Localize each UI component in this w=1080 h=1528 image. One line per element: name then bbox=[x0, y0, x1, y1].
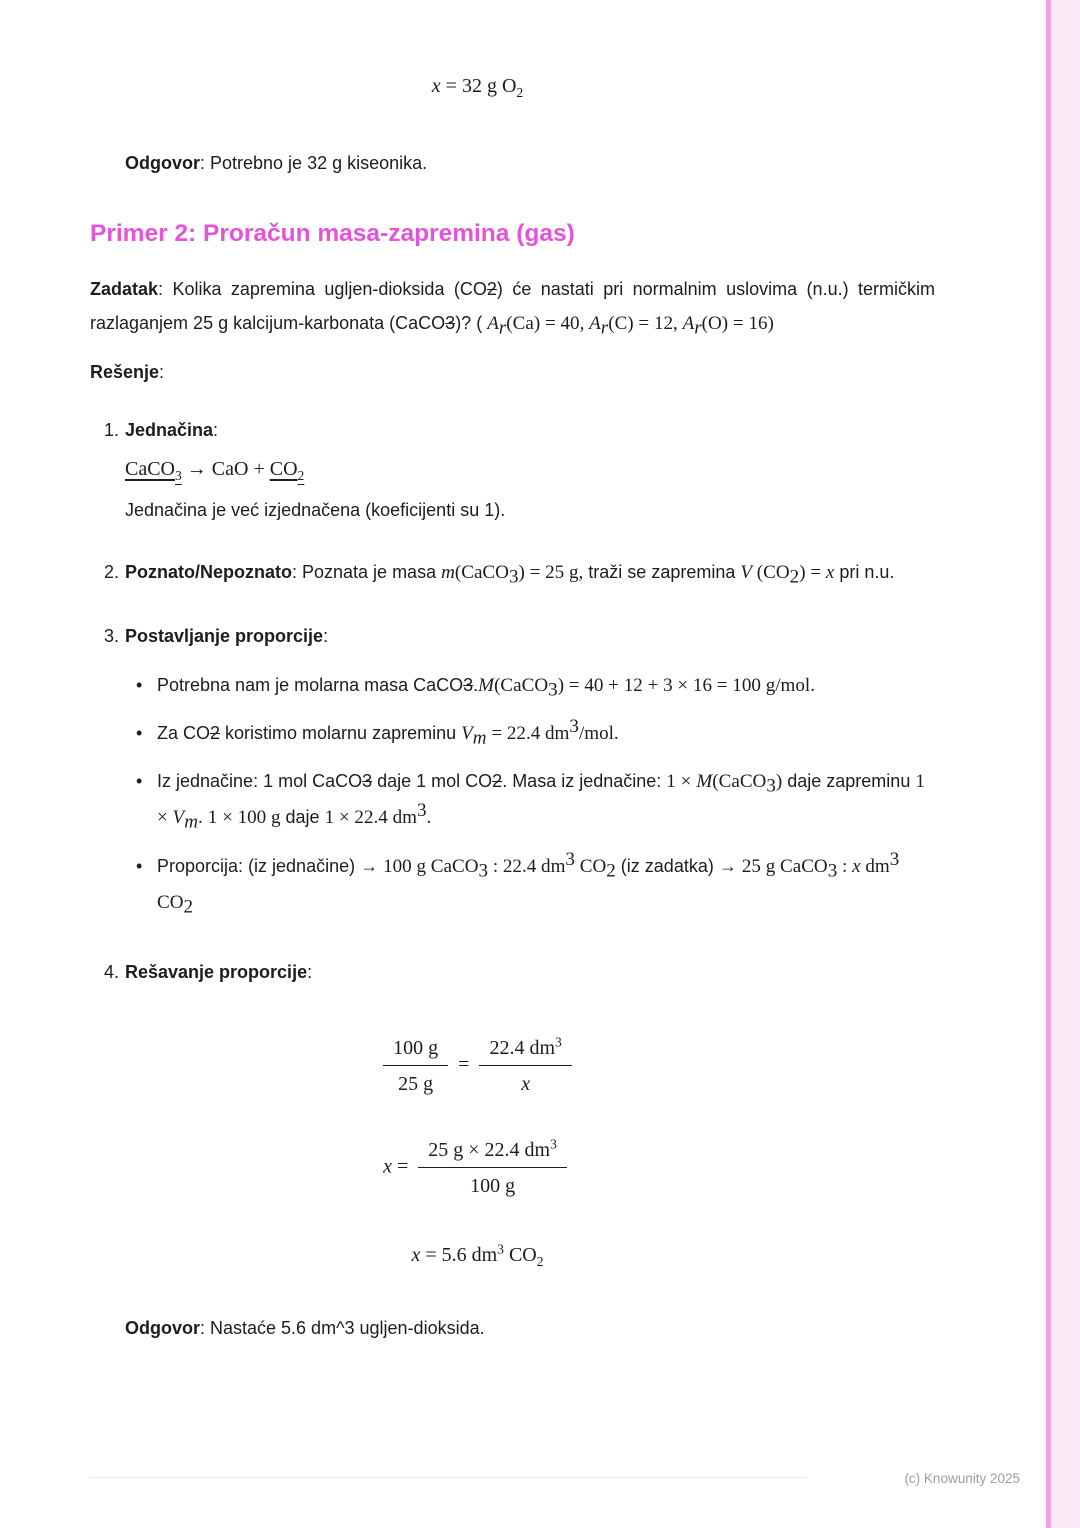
text-run: 3 bbox=[416, 800, 427, 822]
list-item-body bbox=[125, 413, 935, 533]
paragraph bbox=[90, 272, 935, 342]
bullet-item bbox=[125, 716, 935, 752]
text-run: 2 bbox=[789, 566, 800, 588]
text-run: (CaCO bbox=[494, 674, 549, 696]
text-run: V bbox=[172, 807, 185, 829]
bullet-marker: • bbox=[136, 855, 143, 876]
bullet-marker: • bbox=[136, 722, 143, 743]
text-run: 3 bbox=[478, 860, 489, 882]
text-run: : 22.4 dm bbox=[488, 855, 566, 877]
text-run: ) = bbox=[799, 562, 826, 584]
text-run: x bbox=[521, 1073, 531, 1096]
fraction-numerator bbox=[383, 1035, 448, 1066]
list-item bbox=[90, 955, 935, 995]
text-run: Odgovor bbox=[125, 153, 200, 173]
text-run: Potrebna nam je molarna masa CaCO bbox=[157, 674, 464, 695]
text-run: = 22.4 dm bbox=[486, 722, 570, 744]
text-run: traži se zapremina bbox=[583, 562, 741, 583]
text-run: A bbox=[682, 313, 695, 335]
bullet-item-body bbox=[157, 849, 935, 921]
text-run: 1 × bbox=[157, 771, 925, 829]
text-run: Rešenje bbox=[90, 361, 160, 382]
math-block bbox=[90, 1239, 865, 1271]
text-run: 3 bbox=[445, 313, 456, 334]
text-run: 3 bbox=[175, 467, 182, 483]
text-run: 3 bbox=[497, 1241, 504, 1257]
text-run: x bbox=[383, 1155, 392, 1178]
text-run: CO bbox=[574, 855, 607, 877]
text-run: 25 g CaCO bbox=[741, 855, 828, 877]
bullet-item-body bbox=[157, 716, 935, 752]
text-run: 2 bbox=[516, 85, 524, 100]
text-run: V bbox=[740, 562, 753, 584]
math-block bbox=[90, 70, 865, 102]
fraction-numerator bbox=[418, 1137, 567, 1168]
fraction bbox=[383, 1035, 448, 1097]
text-run: daje 1 mol CO bbox=[372, 771, 493, 792]
bullet-item bbox=[125, 668, 935, 704]
text-run: : Potrebno je 32 g kiseonika. bbox=[200, 153, 428, 173]
paragraph bbox=[125, 955, 935, 989]
list-item bbox=[90, 555, 935, 597]
text-run: ) bbox=[775, 771, 783, 793]
text-run: . Masa iz jednačine: bbox=[502, 771, 667, 792]
text-run: 2 bbox=[492, 771, 503, 792]
text-run: Zadatak bbox=[90, 279, 159, 300]
text-run: 2 bbox=[210, 722, 221, 743]
text-run: A bbox=[589, 313, 601, 335]
text-run: daje zapreminu bbox=[782, 771, 916, 792]
paragraph bbox=[157, 764, 935, 836]
text-run: 100 g bbox=[470, 1175, 516, 1198]
paragraph bbox=[125, 493, 935, 527]
text-run: pri n.u. bbox=[834, 562, 895, 583]
bullet-item-body bbox=[157, 764, 935, 836]
paragraph bbox=[90, 1311, 935, 1345]
text-run: A bbox=[487, 313, 499, 335]
list-item-number: 2. bbox=[104, 562, 120, 583]
text-run: . bbox=[473, 674, 479, 695]
text-run: 100 g bbox=[393, 1037, 439, 1060]
list-item-body bbox=[125, 555, 935, 597]
text-run: = bbox=[453, 1053, 475, 1076]
text-run: : bbox=[307, 962, 313, 982]
text-run: (Ca) = 40, bbox=[506, 313, 590, 335]
paragraph bbox=[125, 619, 935, 653]
bullet-marker: • bbox=[136, 771, 143, 792]
paragraph bbox=[125, 413, 935, 447]
text-run: 3 bbox=[565, 848, 575, 870]
text-run: (CaCO bbox=[454, 562, 509, 584]
text-run: (CO bbox=[752, 562, 790, 584]
bullet-item bbox=[125, 764, 935, 836]
text-run: Jednačina bbox=[125, 419, 214, 440]
footer-divider bbox=[90, 1477, 806, 1478]
text-run: CO bbox=[503, 1244, 537, 1267]
text-run: : Poznata je masa bbox=[292, 562, 442, 583]
list-item-number: 1. bbox=[104, 419, 120, 440]
text-run: 3 bbox=[548, 679, 558, 701]
text-run: ) = 40 + 12 + 3 × 16 = 100 g/mol. bbox=[557, 674, 815, 696]
fraction-denominator bbox=[479, 1066, 571, 1097]
text-run: M bbox=[478, 674, 495, 696]
text-run: 1 × bbox=[666, 771, 692, 793]
text-run: . bbox=[426, 807, 432, 829]
text-run: Rešavanje proporcije bbox=[125, 962, 308, 982]
text-run: Odgovor bbox=[125, 1318, 200, 1339]
page-edge-stripe bbox=[1046, 0, 1080, 1528]
text-run: r bbox=[694, 317, 702, 339]
paragraph bbox=[90, 146, 935, 180]
text-run: r bbox=[498, 317, 507, 339]
math-block bbox=[90, 1035, 865, 1097]
text-run: : bbox=[323, 626, 329, 647]
text-run: (CaCO bbox=[712, 771, 767, 793]
text-run: : Nastaće 5.6 dm^3 ugljen-dioksida. bbox=[200, 1318, 485, 1339]
text-run: /mol. bbox=[578, 722, 619, 744]
text-run: CaCO bbox=[125, 457, 175, 480]
text-run: x bbox=[825, 562, 835, 584]
text-run: 25 g bbox=[398, 1073, 434, 1096]
text-run: (iz zadatka) → bbox=[615, 855, 742, 876]
text-run: 3 bbox=[508, 566, 519, 588]
fraction bbox=[418, 1137, 567, 1199]
text-run: Proporcija: (iz jednačine) → bbox=[157, 855, 384, 876]
list-item-number: 3. bbox=[104, 626, 120, 647]
text-run: 2 bbox=[606, 860, 616, 882]
bullet-marker: • bbox=[136, 674, 143, 695]
bullet-item-body bbox=[157, 668, 935, 704]
text-run: 2 bbox=[183, 896, 194, 918]
text-run: Iz jednačine: 1 mol CaCO bbox=[157, 771, 363, 792]
text-run: 1 × 100 g bbox=[207, 807, 281, 829]
text-run: daje bbox=[280, 807, 325, 828]
math-block bbox=[125, 453, 935, 485]
paragraph bbox=[157, 849, 935, 921]
text-run: x bbox=[411, 1244, 421, 1267]
text-run: x bbox=[431, 75, 441, 97]
text-run: . bbox=[197, 807, 203, 829]
text-run: 3 bbox=[362, 771, 373, 792]
list-item-number: 4. bbox=[104, 962, 120, 982]
paragraph bbox=[157, 668, 935, 704]
footer-copyright: (c) Knowunity 2025 bbox=[904, 1471, 1020, 1486]
text-run: 3 bbox=[555, 1034, 562, 1050]
text-run: koristimo molarnu zapreminu bbox=[220, 722, 462, 743]
text-run: 3 bbox=[569, 715, 579, 737]
list-item-body bbox=[125, 955, 935, 995]
text-run: 3 bbox=[550, 1136, 557, 1152]
list-item bbox=[90, 413, 935, 533]
text-run: (O) = 16) bbox=[701, 313, 774, 335]
text-run: r bbox=[600, 317, 609, 339]
text-run: : bbox=[837, 855, 853, 877]
text-run: Postavljanje proporcije bbox=[125, 626, 324, 647]
fraction-numerator bbox=[479, 1035, 571, 1066]
text-run: Poznato/Nepoznato bbox=[125, 562, 292, 583]
text-run: 2 bbox=[486, 279, 497, 300]
text-run: dm bbox=[860, 855, 890, 877]
text-run: 2 bbox=[536, 1254, 544, 1270]
bullet-item bbox=[125, 849, 935, 921]
text-run: 2 bbox=[297, 467, 305, 483]
text-run: → CaO + bbox=[181, 457, 270, 480]
text-run: = bbox=[391, 1155, 414, 1178]
ordered-list bbox=[90, 413, 935, 995]
text-run: : Kolika zapremina ugljen-dioksida (CO bbox=[158, 279, 487, 300]
text-run: 1 × 22.4 dm bbox=[324, 807, 417, 829]
text-run: 3 bbox=[827, 860, 838, 882]
text-run: ) = 25 g, bbox=[518, 562, 584, 584]
text-run: (C) = 12, bbox=[608, 313, 683, 335]
text-run: = 32 g O bbox=[440, 75, 517, 97]
text-run: Primer 2: Proračun masa-zapremina (gas) bbox=[90, 220, 575, 248]
text-run: 100 g CaCO bbox=[383, 855, 479, 877]
text-run: M bbox=[696, 771, 713, 793]
list-item-body bbox=[125, 619, 935, 933]
section-heading bbox=[90, 220, 935, 248]
fraction-denominator bbox=[418, 1168, 567, 1199]
text-run: CO bbox=[269, 457, 298, 480]
text-run: CO bbox=[157, 891, 184, 913]
text-run: ) će nastati pri normalnim uslovima (n.u.) termičkim razlaganjem 25 g kalcijum-karbonata (CaCO bbox=[90, 279, 935, 334]
paragraph bbox=[90, 355, 935, 389]
fraction-denominator bbox=[383, 1066, 448, 1097]
paragraph bbox=[125, 555, 935, 591]
text-run: m bbox=[472, 727, 487, 749]
text-run: m bbox=[184, 811, 198, 833]
list-item bbox=[90, 619, 935, 933]
text-run: : bbox=[213, 419, 219, 440]
text-run: x bbox=[852, 855, 861, 877]
text-run: 25 g × 22.4 dm bbox=[428, 1139, 551, 1162]
text-run: )? ( bbox=[455, 313, 488, 334]
text-run: Za CO bbox=[157, 722, 211, 743]
text-run: 3 bbox=[889, 848, 900, 870]
bullet-list bbox=[125, 668, 935, 921]
math-block bbox=[90, 1137, 865, 1199]
paragraph bbox=[157, 716, 935, 752]
text-run: V bbox=[461, 722, 473, 744]
text-run: 22.4 dm bbox=[489, 1037, 556, 1060]
text-run: = 5.6 dm bbox=[420, 1244, 498, 1267]
text-run: 3 bbox=[463, 674, 474, 695]
text-run: Jednačina je već izjednačena (koeficijenti su 1). bbox=[125, 499, 506, 520]
text-run: m bbox=[441, 562, 455, 584]
text-run: 3 bbox=[766, 775, 776, 797]
text-run: : bbox=[159, 361, 165, 382]
fraction bbox=[479, 1035, 571, 1097]
